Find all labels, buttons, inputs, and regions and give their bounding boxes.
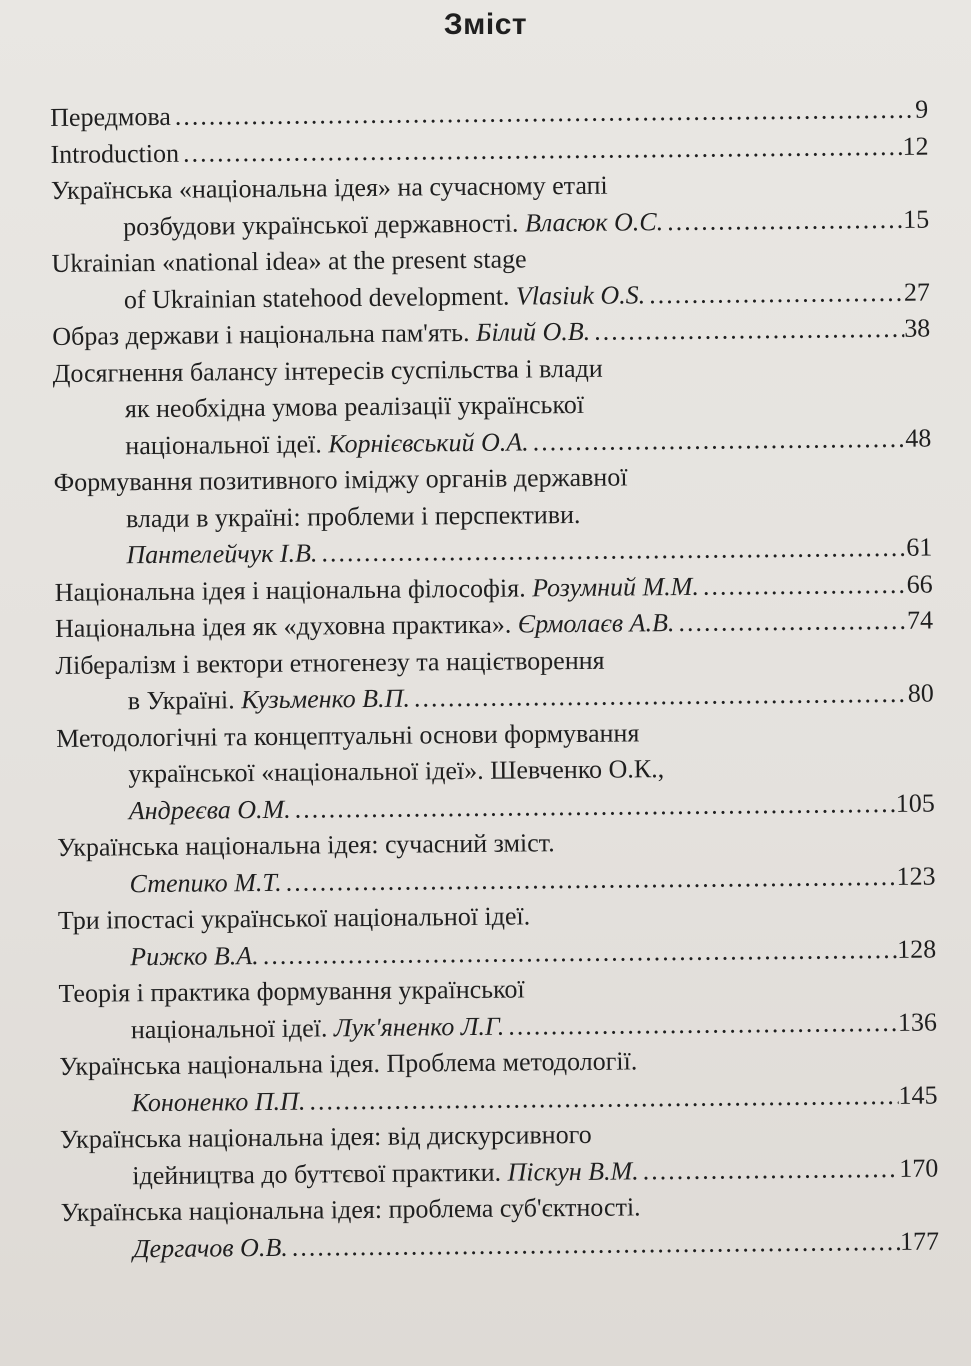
toc-dot-leader xyxy=(288,1223,901,1265)
toc-page-number: 170 xyxy=(899,1153,939,1183)
toc-entry xyxy=(56,712,935,830)
toc-page-number: 128 xyxy=(897,934,937,964)
toc-entry-text xyxy=(55,568,700,611)
toc-entry-author: Степико М.Т. xyxy=(129,867,282,898)
toc-entry-title-line: Методологічні та концептуальні основи формування xyxy=(55,717,640,753)
toc-entry xyxy=(58,968,937,1049)
toc-entry-title-line: Українська «національна ідея» на сучасному етапі xyxy=(50,170,608,205)
toc-entry-text xyxy=(131,1083,305,1121)
toc-page-number: 48 xyxy=(905,423,932,453)
toc-entry-text xyxy=(124,277,646,319)
toc-entry xyxy=(51,238,930,319)
toc-entry-author: Корнієвський О.А. xyxy=(328,426,529,458)
toc-entry-text xyxy=(133,1229,288,1267)
toc-entry xyxy=(60,1114,939,1195)
toc-entry-text xyxy=(125,424,529,464)
toc-page-number: 12 xyxy=(902,131,929,161)
toc-entry-title-line: Теорія і практика формування української xyxy=(58,974,525,1008)
toc-entry-title: Передмова xyxy=(50,101,171,132)
toc-entry-text xyxy=(129,864,282,902)
toc-entry-title-line: Українська національна ідея. Проблема методології. xyxy=(59,1046,638,1081)
toc-page-number: 27 xyxy=(903,277,931,307)
toc-page-number: 145 xyxy=(898,1080,938,1110)
table-of-contents xyxy=(50,92,939,1268)
toc-entry-text xyxy=(50,99,171,137)
toc-page-number: 136 xyxy=(897,1007,938,1037)
toc-entry-text xyxy=(126,535,317,573)
toc-entry-title-line: Українська національна ідея: від дискурсивного xyxy=(59,1119,592,1154)
toc-entry xyxy=(58,895,937,976)
toc-page-number: 74 xyxy=(906,605,934,635)
toc-entry-title: Образ держави і національна пам'ять. xyxy=(52,317,470,351)
toc-page-number: 9 xyxy=(914,94,929,124)
toc-entry xyxy=(54,457,933,575)
toc-dot-leader xyxy=(259,931,898,974)
toc-entry-title: розбудови української державності. xyxy=(123,208,519,241)
toc-entry-author: Єрмолаєв А.В. xyxy=(517,608,675,639)
toc-entry-title: Національна ідея як «духовна практика». xyxy=(54,609,512,643)
toc-entry-title-line: української «національної ідеї». Шевченко О.К., xyxy=(128,754,665,789)
toc-entry-text xyxy=(128,681,410,720)
toc-dot-leader xyxy=(639,1150,900,1189)
toc-entry-title-line: як необхідна умова реалізації української xyxy=(124,389,585,424)
toc-page-number: 38 xyxy=(904,313,931,343)
toc-entry-title: національної ідеї. xyxy=(130,1012,328,1044)
toc-page-number: 66 xyxy=(906,569,933,599)
toc-page-number: 123 xyxy=(896,861,936,891)
toc-page-number: 177 xyxy=(899,1226,940,1256)
toc-entry-author: Лук'яненко Л.Г. xyxy=(333,1011,505,1042)
toc-dot-leader xyxy=(663,201,903,240)
toc-entry-author: Білий О.В. xyxy=(475,316,591,347)
toc-entry-author: Піскун В.М. xyxy=(507,1155,639,1187)
toc-entry xyxy=(59,1041,938,1122)
toc-dot-leader xyxy=(699,566,907,604)
toc-entry xyxy=(51,165,930,246)
toc-dot-leader xyxy=(504,1004,898,1044)
toc-entry-title-line: Три іпостасі української національної ідеї. xyxy=(57,901,531,935)
toc-entry-title: в Україні. xyxy=(127,685,235,716)
toc-entry-title-line: Українська національна ідея: сучасний зміст. xyxy=(57,828,555,862)
toc-entry-title-line: Ukrainian «national idea» at the present stage xyxy=(51,244,527,278)
toc-page-number: 80 xyxy=(907,678,934,708)
toc-entry-title: Introduction xyxy=(50,138,180,169)
toc-entry-text xyxy=(132,1153,639,1194)
toc-entry-author: Кузьменко В.П. xyxy=(241,683,411,715)
toc-entry-author: Vlasiuk O.S. xyxy=(515,279,646,311)
toc-entry-title: Національна ідея і національна філософія. xyxy=(54,572,526,607)
toc-entry-title: of Ukrainian statehood development. xyxy=(123,281,510,314)
toc-dot-leader xyxy=(410,676,908,717)
toc-entry-text xyxy=(55,605,675,647)
toc-entry-text xyxy=(130,938,259,976)
toc-dot-leader xyxy=(179,128,903,171)
toc-entry-title-line: Українська національна ідея: проблема суб'єктності. xyxy=(60,1192,641,1227)
toc-entry-text xyxy=(129,791,291,829)
toc-dot-leader xyxy=(291,785,896,827)
toc-entry xyxy=(61,1187,940,1268)
page-title: Зміст xyxy=(443,8,528,41)
toc-dot-leader xyxy=(645,274,904,313)
toc-dot-leader xyxy=(528,420,905,460)
toc-page-number: 105 xyxy=(895,788,935,818)
toc-entry-author: Розумний М.М. xyxy=(531,571,700,602)
toc-entry-text xyxy=(131,1008,505,1048)
toc-entry-title-line: Лібералізм і вектори етногенезу та націєтворення xyxy=(55,645,605,680)
toc-dot-leader xyxy=(282,858,897,900)
toc-entry xyxy=(52,347,931,465)
toc-entry-title-line: Досягнення балансу інтересів суспільства і влади xyxy=(52,353,603,388)
toc-entry-author: Власюк О.С. xyxy=(524,206,664,237)
toc-dot-leader xyxy=(305,1077,899,1119)
toc-entry-author: Пантелейчук І.В. xyxy=(126,538,318,570)
toc-entry-author: Рижко В.А. xyxy=(130,940,259,971)
toc-entry-text xyxy=(50,135,179,173)
toc-entry-text xyxy=(52,314,590,356)
toc-entry-title-line: влади в україні: проблеми і перспективи. xyxy=(125,499,581,533)
toc-entry-author: Андреєва О.М. xyxy=(128,794,291,825)
toc-entry-title: національної ідеї. xyxy=(125,428,322,460)
toc-dot-leader xyxy=(317,530,906,572)
toc-entry-final-line xyxy=(61,1223,939,1268)
toc-dot-leader xyxy=(674,603,907,642)
toc-entry-author: Кононенко П.П. xyxy=(131,1086,306,1117)
toc-page-number: 15 xyxy=(903,204,930,234)
toc-entry-text xyxy=(123,204,663,246)
toc-dot-leader xyxy=(590,311,904,351)
toc-entry-title-line: Формування позитивного іміджу органів державної xyxy=(53,462,628,497)
toc-entry xyxy=(55,639,934,720)
toc-page-number: 61 xyxy=(906,532,933,562)
toc-entry-title: ідейництва до буттєвої практики. xyxy=(132,1157,502,1190)
toc-entry-author: Дергачов О.В. xyxy=(132,1232,288,1263)
toc-entry xyxy=(57,822,936,903)
